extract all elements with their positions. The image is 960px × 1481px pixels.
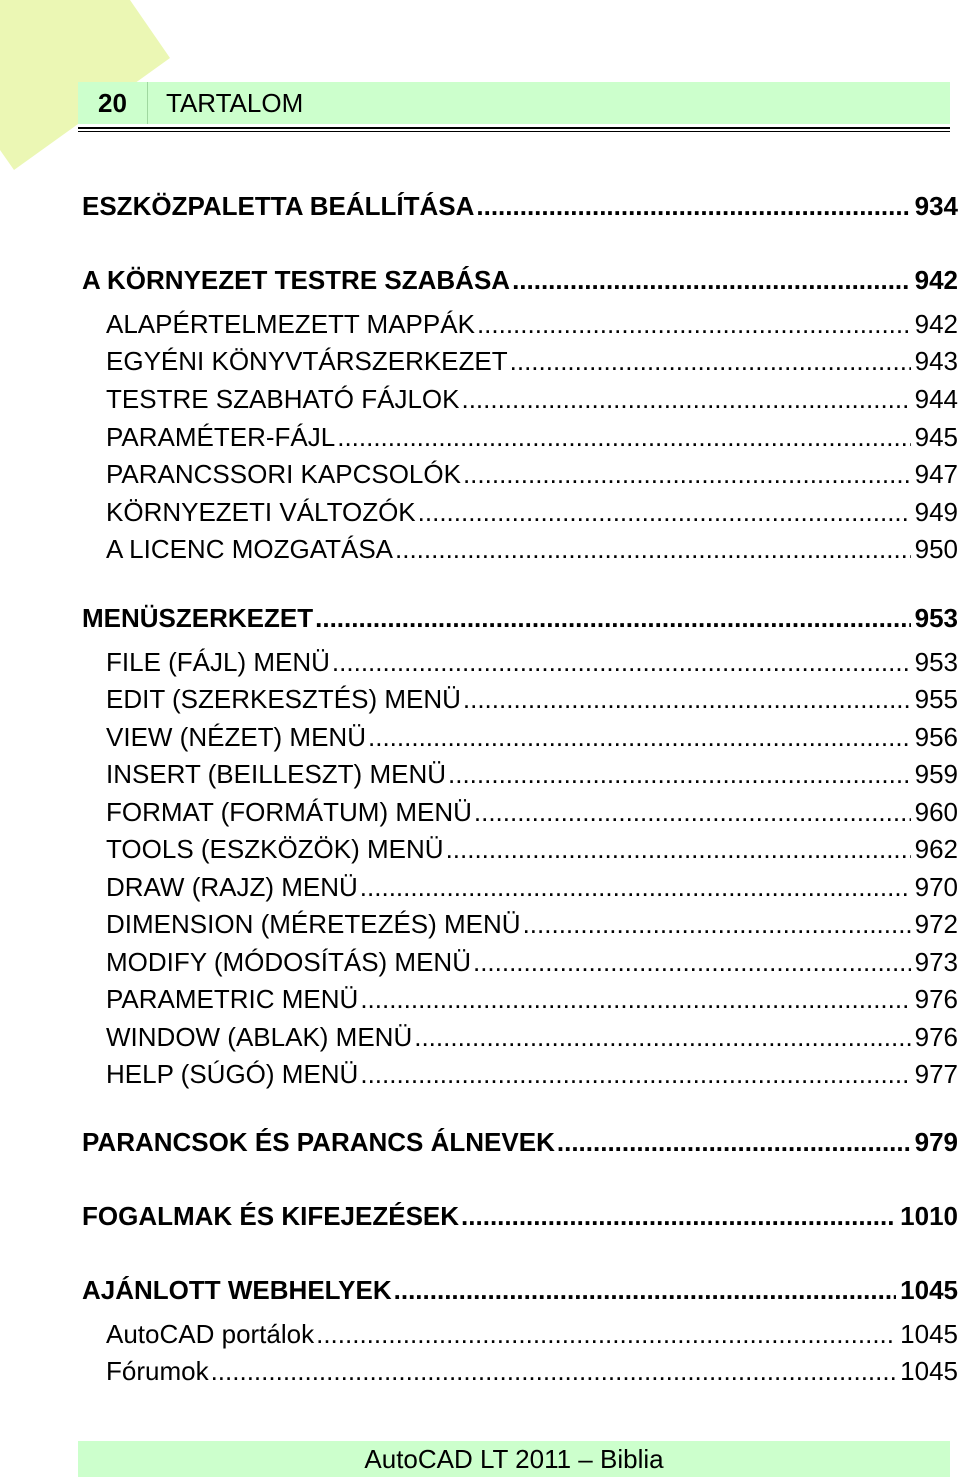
toc-subsection-entry[interactable] [106,681,958,717]
toc-entry-page-number: 970 [914,872,958,902]
toc-entry-label: TESTRE SZABHATÓ FÁJLOK [106,384,460,414]
toc-subsection-entry[interactable] [106,981,958,1017]
toc-entry-page-number: 979 [914,1127,958,1157]
toc-section-entry[interactable] [82,188,958,224]
toc-entry-label: MODIFY (MÓDOSÍTÁS) MENÜ [106,947,471,977]
toc-entry-page-number: 962 [914,834,958,864]
toc-entry-label: HELP (SÚGÓ) MENÜ [106,1059,359,1089]
toc-dot-leader [476,188,910,224]
toc-entry-page-number: 972 [914,909,958,939]
toc-entry-label: ALAPÉRTELMEZETT MAPPÁK [106,309,475,339]
toc-section-entry[interactable] [82,262,958,298]
toc-entry-page-number: 953 [914,603,958,633]
toc-entry-label: WINDOW (ABLAK) MENÜ [106,1022,413,1052]
toc-entry-page-number: 942 [914,265,958,295]
toc-subsection-entry[interactable] [106,831,958,867]
toc-section-entry[interactable] [82,1124,958,1160]
toc-entry-page-number: 959 [914,759,958,789]
toc-entry-label: ESZKÖZPALETTA BEÁLLÍTÁSA [82,191,475,221]
toc-entry-label: FILE (FÁJL) MENÜ [106,647,330,677]
toc-entry-label: PARAMETRIC MENÜ [106,984,359,1014]
toc-entry-label: TOOLS (ESZKÖZÖK) MENÜ [106,834,444,864]
toc-entry-label: INSERT (BEILLESZT) MENÜ [106,759,446,789]
page-number: 20 [78,82,148,124]
toc-entry-page-number: 955 [914,684,958,714]
toc-entry-page-number: 942 [914,309,958,339]
toc-subsection-entry[interactable] [106,1056,958,1092]
toc-subsection-entry[interactable] [106,944,958,980]
toc-entry-page-number: 977 [914,1059,958,1089]
page-footer: AutoCAD LT 2011 – Biblia [78,1441,950,1477]
toc-dot-leader [461,381,910,417]
toc-dot-leader [463,681,911,717]
toc-dot-leader [448,756,911,792]
toc-subsection-entry[interactable] [106,756,958,792]
toc-entry-page-number: 944 [914,384,958,414]
toc-subsection-entry[interactable] [106,1353,958,1389]
toc-entry-label: AJÁNLOTT WEBHELYEK [82,1275,392,1305]
toc-entry-page-number: 973 [914,947,958,977]
toc-dot-leader [315,600,910,636]
page-title: TARTALOM [166,88,304,118]
toc-entry-label: PARAMÉTER-FÁJL [106,422,336,452]
toc-subsection-entry[interactable] [106,794,958,830]
toc-entry-page-number: 949 [914,497,958,527]
toc-dot-leader [463,456,911,492]
toc-entry-label: EDIT (SZERKESZTÉS) MENÜ [106,684,461,714]
toc-entry-page-number: 950 [914,534,958,564]
toc-subsection-entry[interactable] [106,869,958,905]
toc-subsection-entry[interactable] [106,306,958,342]
toc-entry-page-number: 976 [914,1022,958,1052]
toc-entry-page-number: 947 [914,459,958,489]
toc-entry-page-number: 1045 [900,1319,958,1349]
toc-entry-label: A KÖRNYEZET TESTRE SZABÁSA [82,265,511,295]
toc-dot-leader [461,1198,896,1234]
toc-entry-page-number: 953 [914,647,958,677]
toc-dot-leader [316,1316,896,1352]
toc-entry-label: PARANCSOK ÉS PARANCS ÁLNEVEK [82,1127,555,1157]
toc-entry-page-number: 1045 [900,1275,958,1305]
toc-entry-label: MENÜSZERKEZET [82,603,314,633]
toc-dot-leader [414,1019,910,1055]
page-header [78,82,950,124]
toc-subsection-entry[interactable] [106,1019,958,1055]
toc-dot-leader [360,981,910,1017]
toc-subsection-entry[interactable] [106,343,958,379]
toc-dot-leader [446,831,911,867]
toc-dot-leader [473,944,911,980]
toc-dot-leader [523,906,911,942]
toc-subsection-entry[interactable] [106,456,958,492]
toc-entry-page-number: 1045 [900,1356,958,1386]
toc-entry-label: DIMENSION (MÉRETEZÉS) MENÜ [106,909,521,939]
toc-dot-leader [368,719,911,755]
header-rule-thin [78,131,950,132]
toc-dot-leader [557,1124,911,1160]
toc-dot-leader [474,794,911,830]
toc-entry-label: AutoCAD portálok [106,1319,315,1349]
toc-dot-leader [394,1272,897,1308]
toc-entry-label: EGYÉNI KÖNYVTÁRSZERKEZET [106,346,508,376]
toc-subsection-entry[interactable] [106,419,958,455]
toc-section-entry[interactable] [82,1272,958,1308]
toc-subsection-entry[interactable] [106,381,958,417]
toc-subsection-entry[interactable] [106,906,958,942]
toc-entry-label: VIEW (NÉZET) MENÜ [106,722,366,752]
toc-entry-page-number: 943 [914,346,958,376]
toc-entry-page-number: 976 [914,984,958,1014]
toc-subsection-entry[interactable] [106,494,958,530]
toc-entry-page-number: 956 [914,722,958,752]
toc-dot-leader [337,419,910,455]
toc-subsection-entry[interactable] [106,719,958,755]
toc-subsection-entry[interactable] [106,644,958,680]
toc-entry-label: KÖRNYEZETI VÁLTOZÓK [106,497,416,527]
toc-entry-page-number: 945 [914,422,958,452]
toc-section-entry[interactable] [82,600,958,636]
toc-dot-leader [418,494,911,530]
toc-entry-label: DRAW (RAJZ) MENÜ [106,872,358,902]
toc-entry-label: FOGALMAK ÉS KIFEJEZÉSEK [82,1201,460,1231]
toc-dot-leader [477,306,911,342]
toc-entry-page-number: 1010 [900,1201,958,1231]
toc-dot-leader [512,262,911,298]
toc-section-entry[interactable] [82,1198,958,1234]
toc-dot-leader [332,644,911,680]
toc-dot-leader [395,531,911,567]
toc-dot-leader [211,1353,897,1389]
toc-subsection-entry[interactable] [106,531,958,567]
toc-entry-label: Fórumok [106,1356,209,1386]
toc-entry-page-number: 934 [914,191,958,221]
toc-entry-label: FORMAT (FORMÁTUM) MENÜ [106,797,472,827]
toc-dot-leader [360,1056,910,1092]
toc-entry-page-number: 960 [914,797,958,827]
toc-entry-label: PARANCSSORI KAPCSOLÓK [106,459,461,489]
toc-entry-label: A LICENC MOZGATÁSA [106,534,394,564]
toc-subsection-entry[interactable] [106,1316,958,1352]
toc-dot-leader [360,869,911,905]
header-rule [78,127,950,129]
toc-dot-leader [510,343,911,379]
